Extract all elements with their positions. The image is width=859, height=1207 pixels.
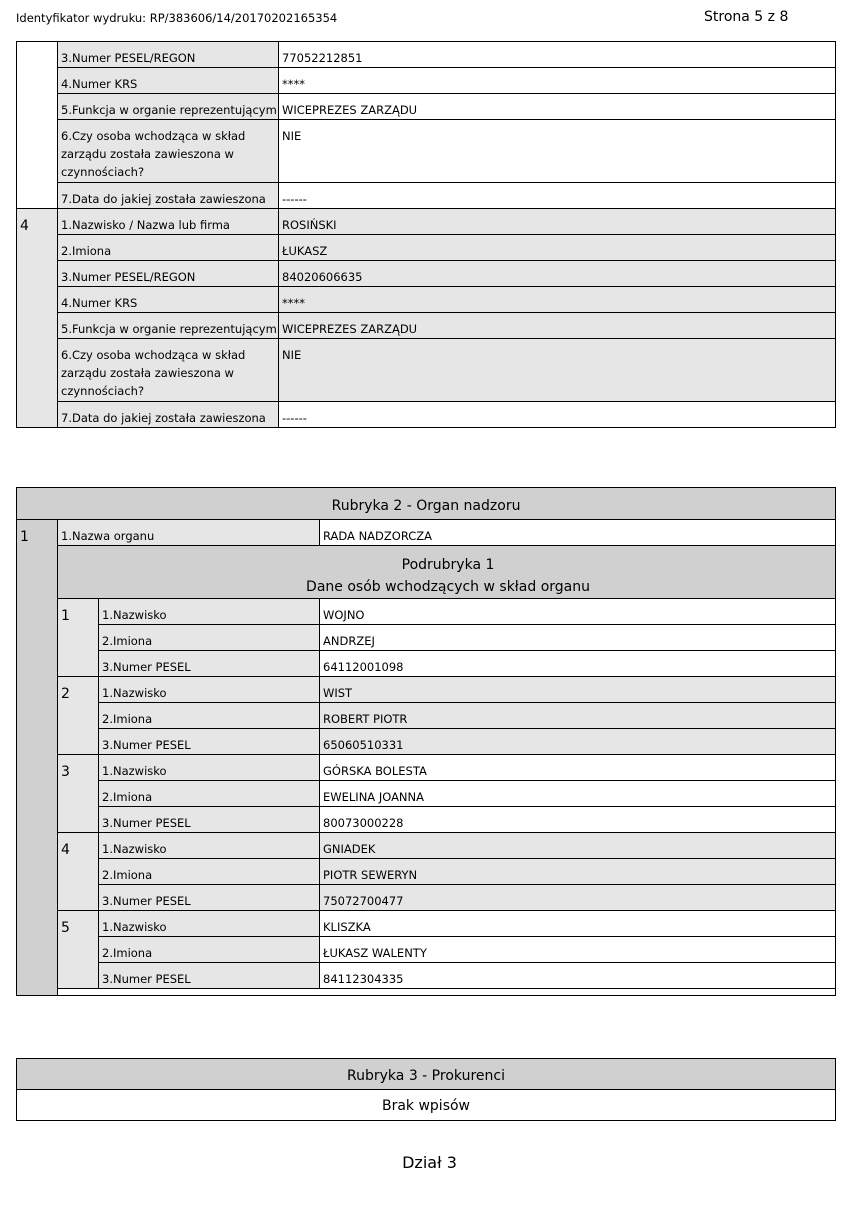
table-row <box>17 599 836 625</box>
row-label: 3.Numer PESEL <box>99 963 320 989</box>
table-row <box>17 963 836 989</box>
row-label: 2.Imiona <box>99 781 320 807</box>
table-row <box>17 911 836 937</box>
table-row <box>17 859 836 885</box>
table-row <box>17 235 836 261</box>
row-label: 6.Czy osoba wchodząca w skład zarządu została zawieszona w czynnościach? <box>58 120 279 183</box>
row-value: WIST <box>320 677 836 703</box>
member-number-cell <box>17 42 58 209</box>
row-label: 4.Numer KRS <box>58 287 279 313</box>
podrubryka-header <box>58 546 836 599</box>
row-label: 7.Data do jakiej została zawieszona <box>58 183 279 209</box>
table-row <box>17 729 836 755</box>
person-number: 5 <box>58 911 99 989</box>
row-value: 65060510331 <box>320 729 836 755</box>
table-row <box>17 209 836 235</box>
row-label: 2.Imiona <box>99 703 320 729</box>
table-row <box>17 703 836 729</box>
table-row <box>17 677 836 703</box>
podrubryka-title: Podrubryka 1 <box>401 557 495 573</box>
person-number: 1 <box>58 599 99 677</box>
table-row <box>17 287 836 313</box>
table-row <box>17 833 836 859</box>
table-row <box>17 183 836 209</box>
member-number: 4 <box>17 209 58 428</box>
table-row <box>17 885 836 911</box>
table-row <box>17 42 836 68</box>
row-label: 1.Nazwisko <box>99 755 320 781</box>
row-label: 1.Nazwisko / Nazwa lub firma <box>58 209 279 235</box>
row-label: 3.Numer PESEL/REGON <box>58 261 279 287</box>
supervisory-board-table <box>16 487 836 996</box>
row-value: ŁUKASZ WALENTY <box>320 937 836 963</box>
print-identifier: Identyfikator wydruku: RP/383606/14/20170202165354 <box>16 11 338 25</box>
no-entries-text: Brak wpisów <box>17 1090 836 1121</box>
table-row <box>17 120 836 183</box>
row-value: PIOTR SEWERYN <box>320 859 836 885</box>
row-value: 64112001098 <box>320 651 836 677</box>
row-label: 2.Imiona <box>99 625 320 651</box>
row-value: ------ <box>279 402 836 428</box>
row-label: 1.Nazwisko <box>99 833 320 859</box>
row-label: 3.Numer PESEL <box>99 651 320 677</box>
table-row <box>17 94 836 120</box>
entry-number: 1 <box>17 520 58 996</box>
row-label: 1.Nazwisko <box>99 911 320 937</box>
row-value: ŁUKASZ <box>279 235 836 261</box>
row-label: 1.Nazwisko <box>99 677 320 703</box>
row-value: EWELINA JOANNA <box>320 781 836 807</box>
row-value: NIE <box>279 120 836 183</box>
row-value: ANDRZEJ <box>320 625 836 651</box>
row-value: GNIADEK <box>320 833 836 859</box>
row-label: 5.Funkcja w organie reprezentującym <box>58 94 279 120</box>
podrubryka-subtitle: Dane osób wchodzących w skład organu <box>306 579 590 595</box>
row-label: 3.Numer PESEL <box>99 729 320 755</box>
row-label: 2.Imiona <box>58 235 279 261</box>
row-label: 1.Nazwisko <box>99 599 320 625</box>
section-heading: Dział 3 <box>402 1153 457 1172</box>
row-value: **** <box>279 287 836 313</box>
proxies-table <box>16 1058 836 1121</box>
row-label: 7.Data do jakiej została zawieszona <box>58 402 279 428</box>
table-row <box>17 313 836 339</box>
row-label: 5.Funkcja w organie reprezentującym <box>58 313 279 339</box>
organ-value: RADA NADZORCZA <box>320 520 836 546</box>
table-row <box>17 339 836 402</box>
row-value: ROSIŃSKI <box>279 209 836 235</box>
table-row-spacer <box>17 989 836 996</box>
table-row <box>17 755 836 781</box>
table-row <box>17 402 836 428</box>
rubryka2-title: Rubryka 2 - Organ nadzoru <box>17 488 836 520</box>
row-value: 84020606635 <box>279 261 836 287</box>
person-number: 3 <box>58 755 99 833</box>
management-board-table <box>16 41 836 428</box>
row-value: ------ <box>279 183 836 209</box>
row-label: 2.Imiona <box>99 859 320 885</box>
row-value: ROBERT PIOTR <box>320 703 836 729</box>
row-value: WICEPREZES ZARZĄDU <box>279 94 836 120</box>
table-row <box>17 520 836 546</box>
table-row <box>17 261 836 287</box>
row-value: **** <box>279 68 836 94</box>
person-number: 4 <box>58 833 99 911</box>
row-value: KLISZKA <box>320 911 836 937</box>
row-label: 4.Numer KRS <box>58 68 279 94</box>
row-value: 75072700477 <box>320 885 836 911</box>
organ-label: 1.Nazwa organu <box>58 520 320 546</box>
row-value: 84112304335 <box>320 963 836 989</box>
rubryka3-title: Rubryka 3 - Prokurenci <box>17 1059 836 1090</box>
table-row <box>17 651 836 677</box>
page-number: Strona 5 z 8 <box>704 9 789 25</box>
row-value: 80073000228 <box>320 807 836 833</box>
row-value: WICEPREZES ZARZĄDU <box>279 313 836 339</box>
row-value: WOJNO <box>320 599 836 625</box>
table-row <box>17 68 836 94</box>
row-value: 77052212851 <box>279 42 836 68</box>
table-row <box>17 625 836 651</box>
table-row <box>17 781 836 807</box>
person-number: 2 <box>58 677 99 755</box>
table-row <box>17 937 836 963</box>
table-row <box>17 807 836 833</box>
row-label: 6.Czy osoba wchodząca w skład zarządu została zawieszona w czynnościach? <box>58 339 279 402</box>
row-value: GÓRSKA BOLESTA <box>320 755 836 781</box>
row-label: 3.Numer PESEL/REGON <box>58 42 279 68</box>
row-label: 3.Numer PESEL <box>99 807 320 833</box>
row-label: 2.Imiona <box>99 937 320 963</box>
row-label: 3.Numer PESEL <box>99 885 320 911</box>
row-value: NIE <box>279 339 836 402</box>
